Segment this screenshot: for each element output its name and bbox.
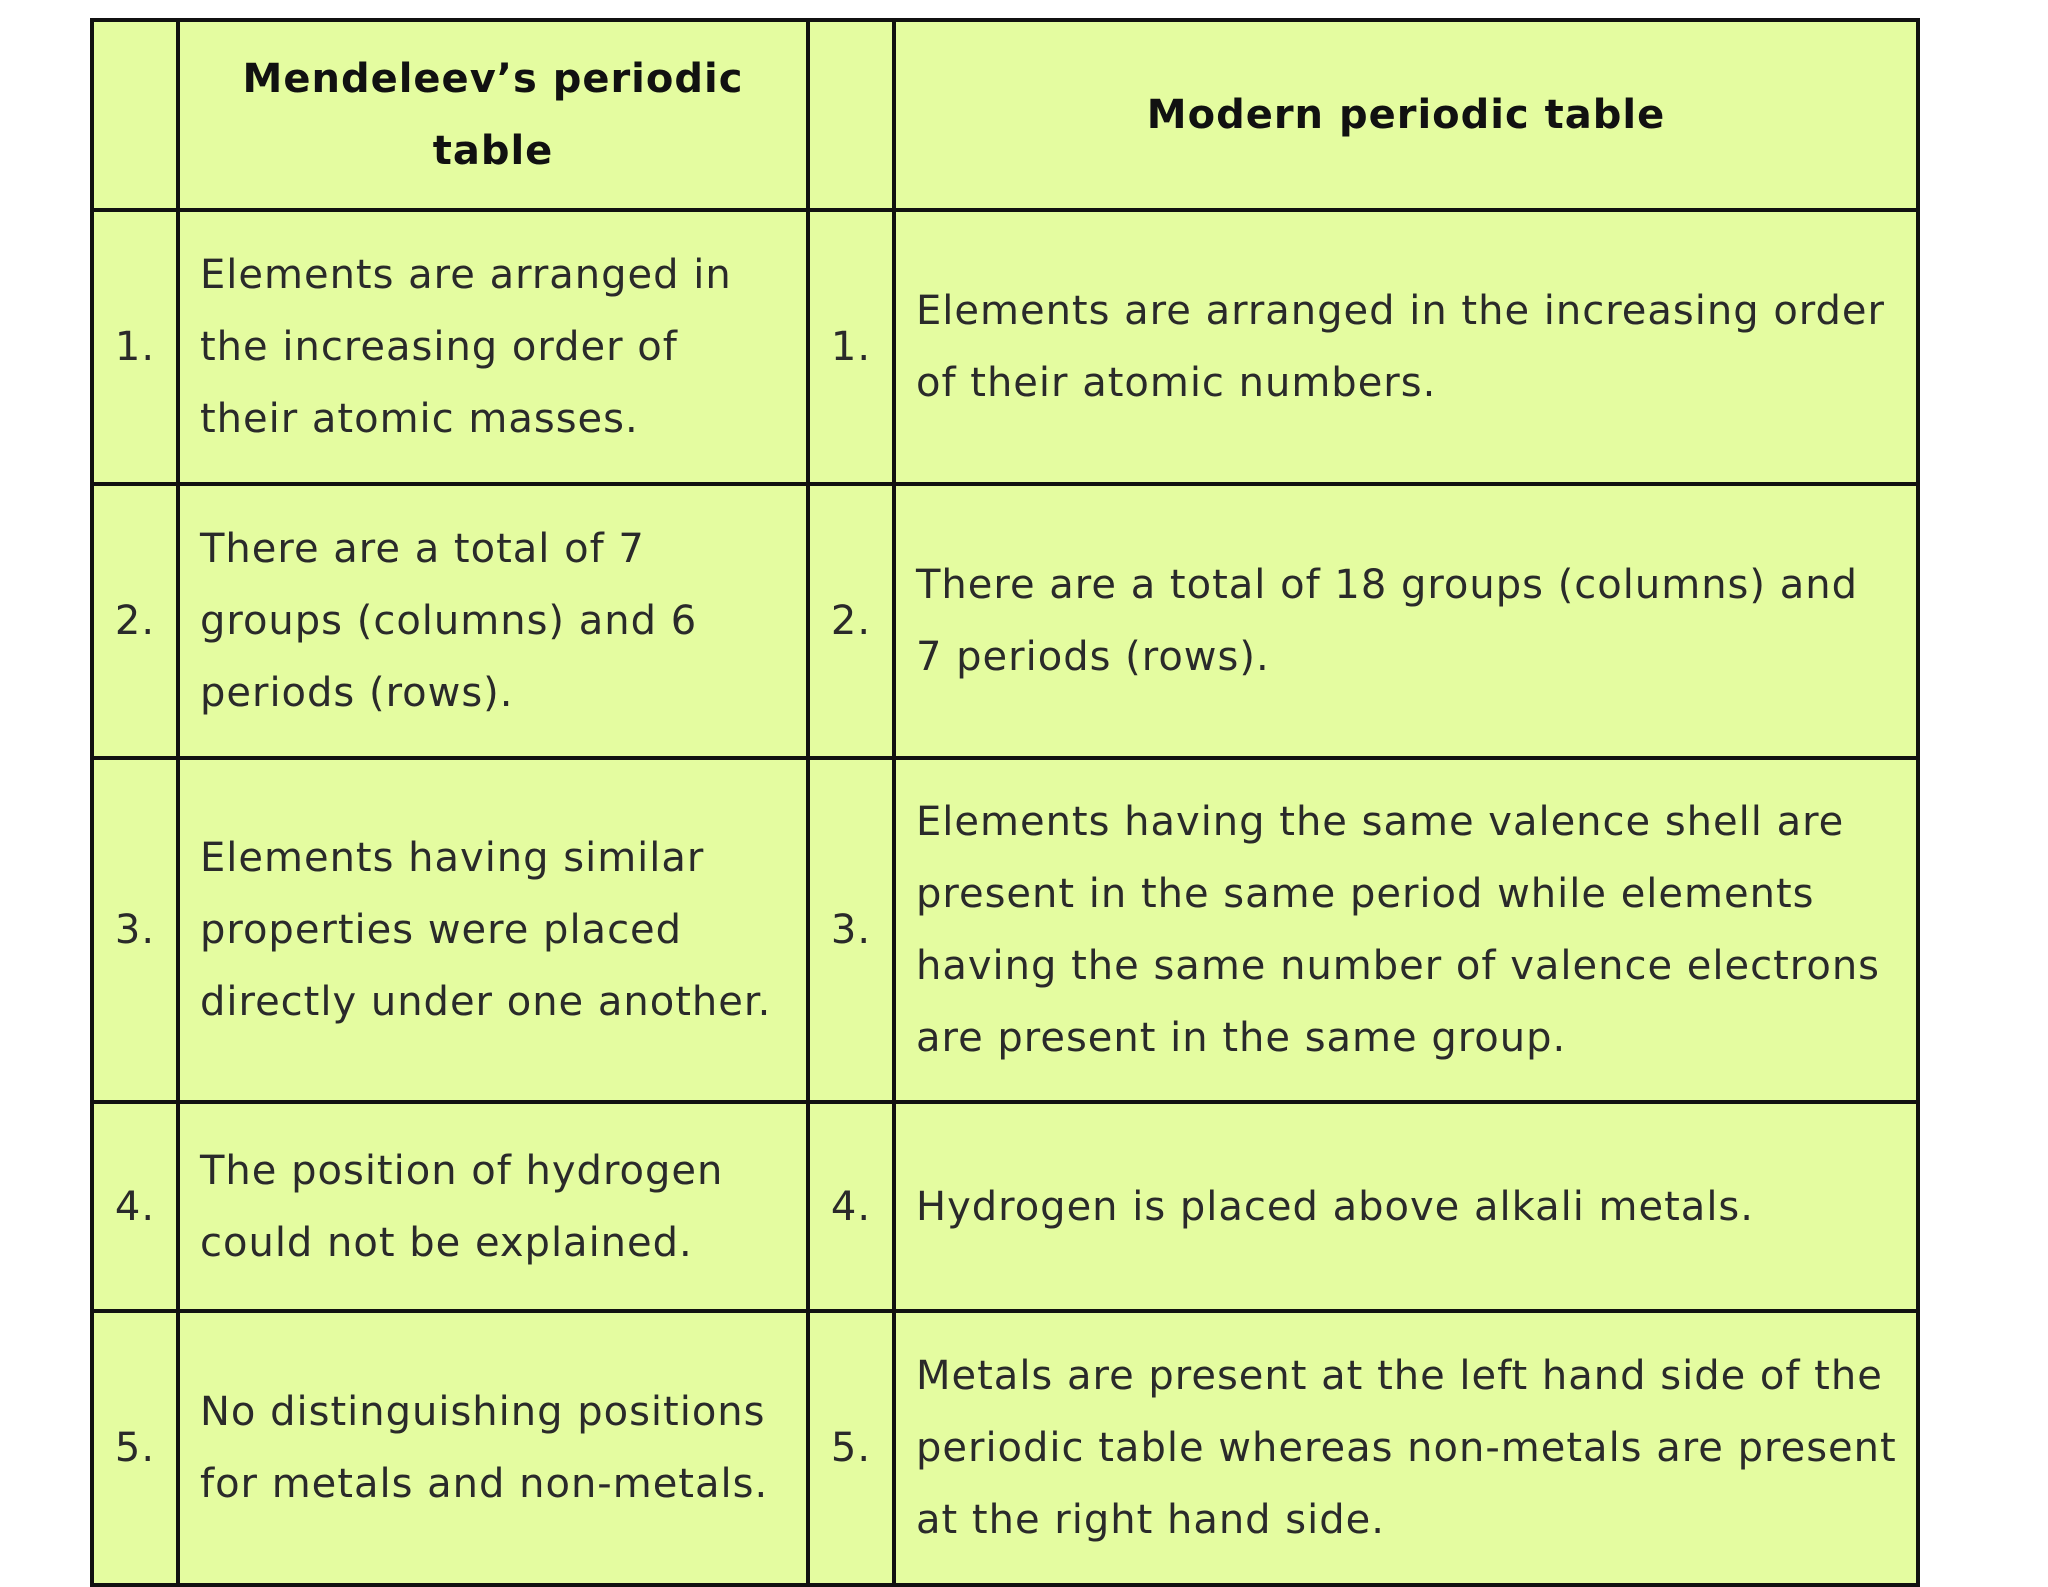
mendeleev-cell: Elements are arranged in the increasing order of their atomic masses. xyxy=(178,210,808,484)
modern-cell: Hydrogen is placed above alkali metals. xyxy=(894,1102,1918,1311)
table-row xyxy=(92,758,1918,1102)
mendeleev-cell: Elements having similar properties were placed directly under one another. xyxy=(178,758,808,1102)
comparison-table xyxy=(90,18,1920,1587)
row-number-right: 2. xyxy=(808,484,894,758)
modern-cell: Elements having the same valence shell are present in the same period while elements having the same number of valence electrons are present in the same group. xyxy=(894,758,1918,1102)
mendeleev-cell: There are a total of 7 groups (columns) and 6 periods (rows). xyxy=(178,484,808,758)
row-number-right: 4. xyxy=(808,1102,894,1311)
table-row xyxy=(92,210,1918,484)
table-row xyxy=(92,1102,1918,1311)
mendeleev-cell: The position of hydrogen could not be explained. xyxy=(178,1102,808,1311)
header-mendeleev-title: Mendeleev’s periodic table xyxy=(178,20,808,210)
header-num-cell-right xyxy=(808,20,894,210)
header-num-cell-left xyxy=(92,20,178,210)
modern-cell: Metals are present at the left hand side of the periodic table whereas non-metals are present at the right hand side. xyxy=(894,1311,1918,1585)
comparison-table-container xyxy=(90,18,1920,1587)
table-row xyxy=(92,1311,1918,1585)
row-number-left: 2. xyxy=(92,484,178,758)
mendeleev-cell: No distinguishing positions for metals and non-metals. xyxy=(178,1311,808,1585)
row-number-left: 1. xyxy=(92,210,178,484)
row-number-right: 5. xyxy=(808,1311,894,1585)
row-number-right: 3. xyxy=(808,758,894,1102)
table-row xyxy=(92,484,1918,758)
row-number-right: 1. xyxy=(808,210,894,484)
table-header-row xyxy=(92,20,1918,210)
modern-cell: There are a total of 18 groups (columns) and 7 periods (rows). xyxy=(894,484,1918,758)
row-number-left: 4. xyxy=(92,1102,178,1311)
modern-cell: Elements are arranged in the increasing order of their atomic numbers. xyxy=(894,210,1918,484)
header-modern-title: Modern periodic table xyxy=(894,20,1918,210)
row-number-left: 5. xyxy=(92,1311,178,1585)
row-number-left: 3. xyxy=(92,758,178,1102)
